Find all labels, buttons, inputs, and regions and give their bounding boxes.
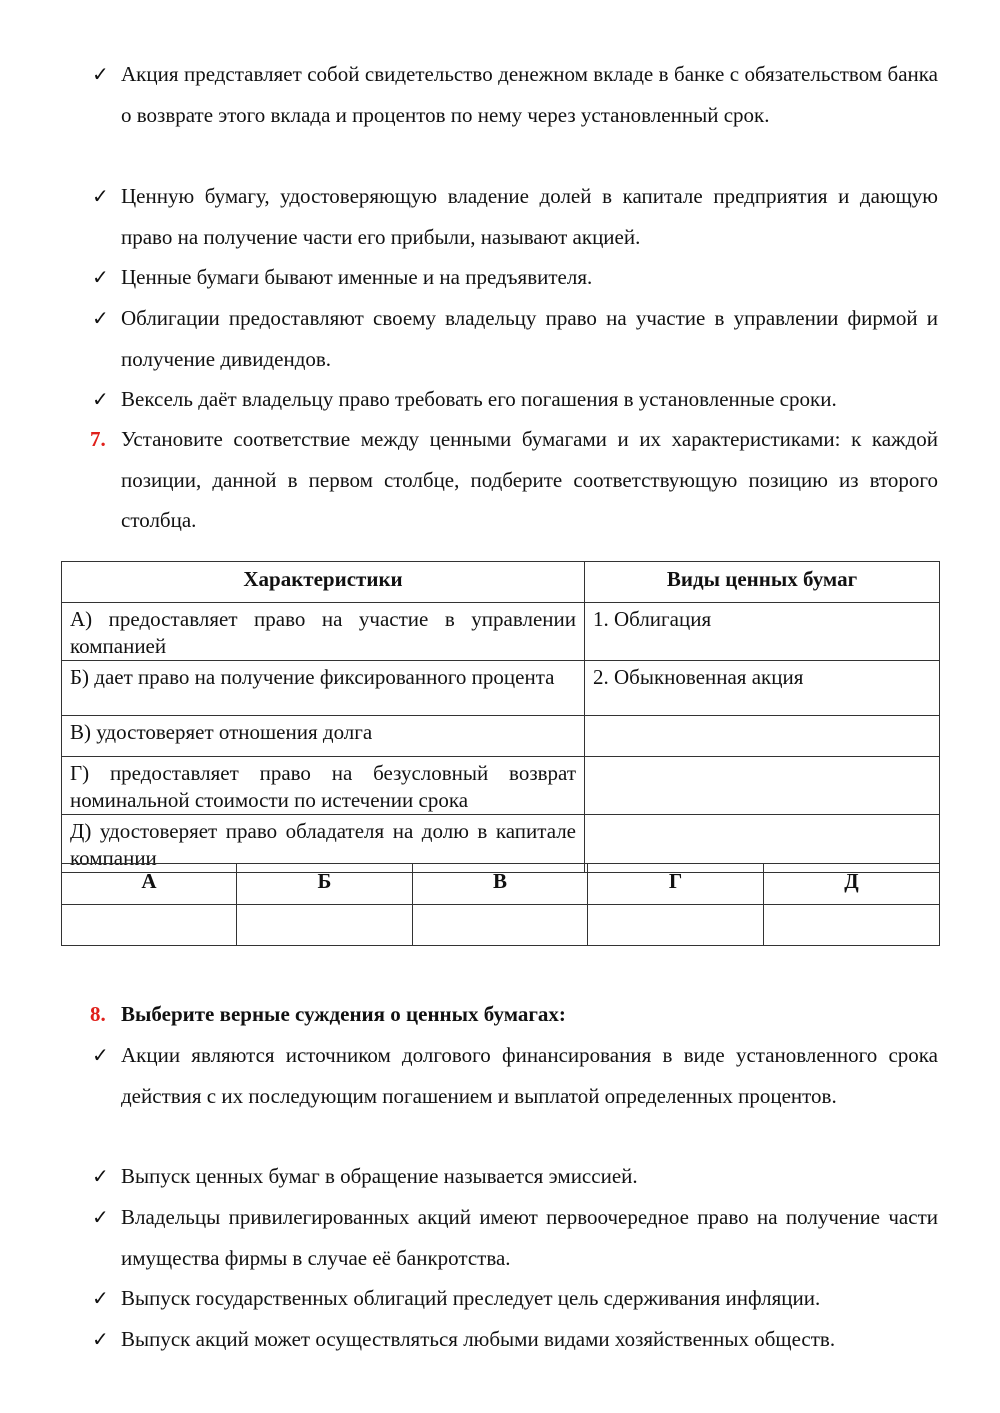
- statement-text: Ценные бумаги бывают именные и на предъявителя.: [121, 265, 593, 289]
- check-icon: ✓: [92, 1286, 109, 1310]
- check-icon: ✓: [92, 1327, 109, 1351]
- characteristic-cell: Г) предоставляет право на безусловный возврат номинальной стоимости по истечении срока: [62, 757, 585, 815]
- statement-text: Акции являются источником долгового финансирования в виде установленного срока действия с их последующим погашением и выплатой определенных процентов.: [121, 1043, 938, 1108]
- statement-text: Вексель даёт владельцу право требовать его погашения в установленные сроки.: [121, 387, 837, 411]
- task-8-number: 8.: [90, 1002, 106, 1026]
- answer-letter: Г: [588, 864, 764, 905]
- statement-text: Выпуск акций может осуществляться любыми видами хозяйственных обществ.: [121, 1327, 836, 1351]
- check-icon: ✓: [92, 1043, 109, 1067]
- statement-text: Выпуск государственных облигаций преследует цель сдерживания инфляции.: [121, 1286, 821, 1310]
- statement-text: Акция представляет собой свидетельство денежном вкладе в банке с обязательством банка о возврате этого вклада и процентов по нему через установленный срок.: [121, 62, 938, 127]
- matching-table: [61, 561, 940, 873]
- security-type-cell: [585, 757, 940, 815]
- statement-text: Облигации предоставляют своему владельцу право на участие в управлении фирмой и получение дивидендов.: [121, 306, 938, 371]
- characteristic-cell: Д) удостоверяет право обладателя на долю в капитале компании: [62, 815, 585, 873]
- answer-cell[interactable]: [413, 905, 588, 946]
- answer-table: [61, 863, 940, 946]
- answer-cell[interactable]: [62, 905, 237, 946]
- security-type-cell: 2. Обыкновенная акция: [585, 661, 940, 716]
- statement-text: Ценную бумагу, удостоверяющую владение долей в капитале предприятия и дающую право на получение части его прибыли, называют акцией.: [121, 184, 938, 249]
- check-icon: ✓: [92, 387, 109, 411]
- answer-letter: Д: [764, 864, 940, 905]
- statement-text: Владельцы привилегированных акций имеют первоочередное право на получение части имущества фирмы в случае её банкротства.: [121, 1205, 938, 1270]
- security-type-cell: 1. Облигация: [585, 603, 940, 661]
- characteristic-cell: Б) дает право на получение фиксированного процента: [62, 661, 585, 716]
- characteristic-cell: В) удостоверяет отношения долга: [62, 716, 585, 757]
- answer-cell[interactable]: [588, 905, 764, 946]
- check-icon: ✓: [92, 306, 109, 330]
- check-icon: ✓: [92, 1205, 109, 1229]
- security-type-cell: [585, 716, 940, 757]
- answer-cell[interactable]: [764, 905, 940, 946]
- answer-letter: В: [413, 864, 588, 905]
- task-7-text: Установите соответствие между ценными бумагами и их характеристиками: к каждой позиции, данной в первом столбце, подберите соответствующую позицию из второго столбца.: [121, 427, 938, 532]
- check-icon: ✓: [92, 1164, 109, 1188]
- statement-text: Выпуск ценных бумаг в обращение называется эмиссией.: [121, 1164, 638, 1188]
- check-icon: ✓: [92, 184, 109, 208]
- task-7-number: 7.: [90, 427, 106, 451]
- answer-letter: А: [62, 864, 237, 905]
- answer-letter: Б: [237, 864, 413, 905]
- check-icon: ✓: [92, 265, 109, 289]
- check-icon: ✓: [92, 62, 109, 86]
- answer-cell[interactable]: [237, 905, 413, 946]
- column-header-characteristics: Характеристики: [62, 562, 585, 603]
- column-header-security-types: Виды ценных бумаг: [585, 562, 940, 603]
- task-8-title: Выберите верные суждения о ценных бумагах:: [121, 1002, 566, 1026]
- characteristic-cell: А) предоставляет право на участие в управлении компанией: [62, 603, 585, 661]
